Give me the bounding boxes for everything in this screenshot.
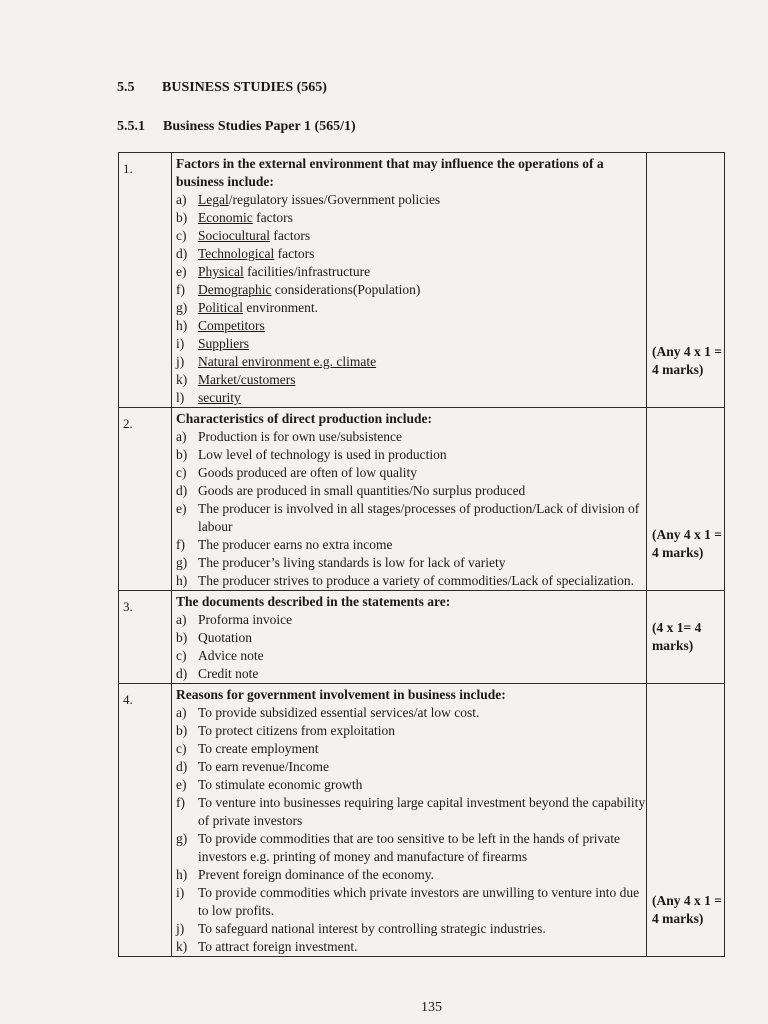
item-text: To create employment bbox=[198, 741, 319, 756]
item-underlined-text: Economic bbox=[198, 210, 253, 225]
list-item bbox=[176, 263, 646, 281]
item-text: The producer is involved in all stages/processes of production/Lack of division of labour bbox=[198, 501, 640, 534]
item-underlined-text: Demographic bbox=[198, 282, 272, 297]
section-title: BUSINESS STUDIES (565) bbox=[162, 80, 327, 95]
list-item bbox=[176, 353, 646, 371]
item-underlined-text: Natural environment e.g. climate bbox=[198, 354, 377, 369]
item-letter: f) bbox=[176, 282, 185, 297]
answer-list bbox=[176, 611, 646, 683]
item-text: The producer strives to produce a variety of commodities/Lack of specialization. bbox=[198, 573, 634, 588]
item-letter: k) bbox=[176, 372, 188, 387]
page-number: 135 bbox=[421, 1000, 442, 1015]
item-letter: c) bbox=[176, 228, 187, 243]
item-letter: d) bbox=[176, 483, 188, 498]
list-item bbox=[176, 629, 646, 647]
list-item bbox=[176, 938, 646, 956]
subsection-title: Business Studies Paper 1 (565/1) bbox=[163, 119, 356, 134]
marks-cell bbox=[647, 684, 725, 957]
item-underlined-text: Technological bbox=[198, 246, 275, 261]
list-item bbox=[176, 209, 646, 227]
item-letter: b) bbox=[176, 630, 188, 645]
question-number: 4. bbox=[119, 684, 172, 957]
item-letter: h) bbox=[176, 573, 188, 588]
list-item bbox=[176, 227, 646, 245]
item-underlined-text: Suppliers bbox=[198, 336, 250, 351]
item-underlined-text: Political bbox=[198, 300, 243, 315]
marks-allocation: (Any 4 x 1 = 4 marks) bbox=[652, 344, 722, 377]
question-row bbox=[119, 408, 725, 591]
item-text: Proforma invoice bbox=[198, 612, 293, 627]
marking-scheme-table bbox=[118, 152, 725, 957]
question-row bbox=[119, 153, 725, 408]
item-text: factors bbox=[252, 210, 293, 225]
item-letter: j) bbox=[176, 921, 185, 936]
item-text: To provide commodities which private investors are unwilling to venture into due to low profits. bbox=[198, 885, 640, 918]
item-text: Prevent foreign dominance of the economy. bbox=[198, 867, 435, 882]
question-title: Reasons for government involvement in business include: bbox=[176, 687, 506, 702]
list-item bbox=[176, 281, 646, 299]
item-letter: b) bbox=[176, 723, 188, 738]
item-text: environment. bbox=[243, 300, 318, 315]
list-item bbox=[176, 446, 646, 464]
item-underlined-text: Sociocultural bbox=[198, 228, 270, 243]
question-number: 1. bbox=[119, 153, 172, 408]
item-letter: i) bbox=[176, 885, 185, 900]
list-item bbox=[176, 428, 646, 446]
list-item bbox=[176, 776, 646, 794]
list-item bbox=[176, 335, 646, 353]
item-letter: d) bbox=[176, 759, 188, 774]
list-item bbox=[176, 371, 646, 389]
list-item bbox=[176, 389, 646, 407]
item-letter: h) bbox=[176, 318, 188, 333]
item-underlined-text: security bbox=[198, 390, 241, 405]
item-text: To provide commodities that are too sensitive to be left in the hands of private investors e.g. printing of money and manufacture of firearms bbox=[198, 831, 620, 864]
list-item bbox=[176, 740, 646, 758]
item-text: facilities/infrastructure bbox=[243, 264, 371, 279]
list-item bbox=[176, 464, 646, 482]
item-letter: k) bbox=[176, 939, 188, 954]
list-item bbox=[176, 500, 646, 536]
item-letter: f) bbox=[176, 537, 185, 552]
subsection-number: 5.5.1 bbox=[117, 119, 145, 134]
item-text: To safeguard national interest by controlling strategic industries. bbox=[198, 921, 546, 936]
list-item bbox=[176, 191, 646, 209]
item-text: considerations(Population) bbox=[271, 282, 421, 297]
item-text: Goods produced are often of low quality bbox=[198, 465, 417, 480]
question-answer bbox=[172, 153, 647, 408]
question-row bbox=[119, 591, 725, 684]
list-item bbox=[176, 536, 646, 554]
item-underlined-text: Competitors bbox=[198, 318, 265, 333]
item-text: To stimulate economic growth bbox=[198, 777, 363, 792]
item-letter: a) bbox=[176, 705, 187, 720]
question-answer bbox=[172, 591, 647, 684]
question-title: Factors in the external environment that may influence the operations of a business include: bbox=[176, 156, 604, 189]
list-item bbox=[176, 722, 646, 740]
item-letter: c) bbox=[176, 465, 187, 480]
list-item bbox=[176, 704, 646, 722]
item-letter: h) bbox=[176, 867, 188, 882]
item-text: Quotation bbox=[198, 630, 252, 645]
section-heading bbox=[117, 80, 327, 96]
item-text: To earn revenue/Income bbox=[198, 759, 329, 774]
item-text: Credit note bbox=[198, 666, 259, 681]
list-item bbox=[176, 866, 646, 884]
item-text: To venture into businesses requiring large capital investment beyond the capability of private investors bbox=[198, 795, 646, 828]
marks-allocation: (4 x 1= 4 marks) bbox=[652, 620, 702, 653]
item-letter: c) bbox=[176, 648, 187, 663]
list-item bbox=[176, 665, 646, 683]
item-underlined-text: Physical bbox=[198, 264, 244, 279]
item-letter: e) bbox=[176, 777, 187, 792]
list-item bbox=[176, 920, 646, 938]
item-letter: e) bbox=[176, 264, 187, 279]
list-item bbox=[176, 482, 646, 500]
item-letter: e) bbox=[176, 501, 187, 516]
item-text: Goods are produced in small quantities/No surplus produced bbox=[198, 483, 526, 498]
item-letter: g) bbox=[176, 300, 188, 315]
item-letter: b) bbox=[176, 210, 188, 225]
item-letter: d) bbox=[176, 666, 188, 681]
list-item bbox=[176, 884, 646, 920]
question-answer bbox=[172, 684, 647, 957]
item-text: factors bbox=[274, 246, 315, 261]
marks-cell bbox=[647, 591, 725, 684]
item-text: factors bbox=[269, 228, 311, 243]
item-text: /regulatory issues/Government policies bbox=[228, 192, 441, 207]
item-letter: f) bbox=[176, 795, 185, 810]
item-letter: i) bbox=[176, 336, 185, 351]
item-text: The producer earns no extra income bbox=[198, 537, 393, 552]
question-title: Characteristics of direct production include: bbox=[176, 411, 432, 426]
marks-cell bbox=[647, 153, 725, 408]
item-text: The producer’s living standards is low for lack of variety bbox=[198, 555, 506, 570]
item-text: To attract foreign investment. bbox=[198, 939, 358, 954]
item-letter: g) bbox=[176, 831, 188, 846]
item-letter: a) bbox=[176, 429, 187, 444]
question-title: The documents described in the statements are: bbox=[176, 594, 451, 609]
question-answer bbox=[172, 408, 647, 591]
list-item bbox=[176, 317, 646, 335]
item-underlined-text: Legal bbox=[198, 192, 229, 207]
marks-allocation: (Any 4 x 1 = 4 marks) bbox=[652, 527, 722, 560]
list-item bbox=[176, 830, 646, 866]
item-letter: c) bbox=[176, 741, 187, 756]
list-item bbox=[176, 572, 646, 590]
item-text: Production is for own use/subsistence bbox=[198, 429, 402, 444]
item-letter: d) bbox=[176, 246, 188, 261]
question-number: 3. bbox=[119, 591, 172, 684]
item-letter: a) bbox=[176, 612, 187, 627]
answer-list bbox=[176, 191, 646, 407]
list-item bbox=[176, 647, 646, 665]
marks-cell bbox=[647, 408, 725, 591]
section-number: 5.5 bbox=[117, 80, 135, 95]
item-underlined-text: Market/customers bbox=[198, 372, 296, 387]
item-letter: l) bbox=[176, 390, 185, 405]
list-item bbox=[176, 299, 646, 317]
list-item bbox=[176, 794, 646, 830]
answer-list bbox=[176, 428, 646, 590]
list-item bbox=[176, 245, 646, 263]
item-text: To protect citizens from exploitation bbox=[198, 723, 395, 738]
item-text: Low level of technology is used in production bbox=[198, 447, 447, 462]
item-text: To provide subsidized essential services/at low cost. bbox=[198, 705, 480, 720]
marks-allocation: (Any 4 x 1 = 4 marks) bbox=[652, 893, 722, 926]
item-letter: j) bbox=[176, 354, 185, 369]
subsection-heading bbox=[117, 119, 356, 135]
question-number: 2. bbox=[119, 408, 172, 591]
list-item bbox=[176, 758, 646, 776]
list-item bbox=[176, 611, 646, 629]
list-item bbox=[176, 554, 646, 572]
item-letter: g) bbox=[176, 555, 188, 570]
item-letter: a) bbox=[176, 192, 187, 207]
question-row bbox=[119, 684, 725, 957]
item-letter: b) bbox=[176, 447, 188, 462]
answer-list bbox=[176, 704, 646, 956]
item-text: Advice note bbox=[198, 648, 264, 663]
